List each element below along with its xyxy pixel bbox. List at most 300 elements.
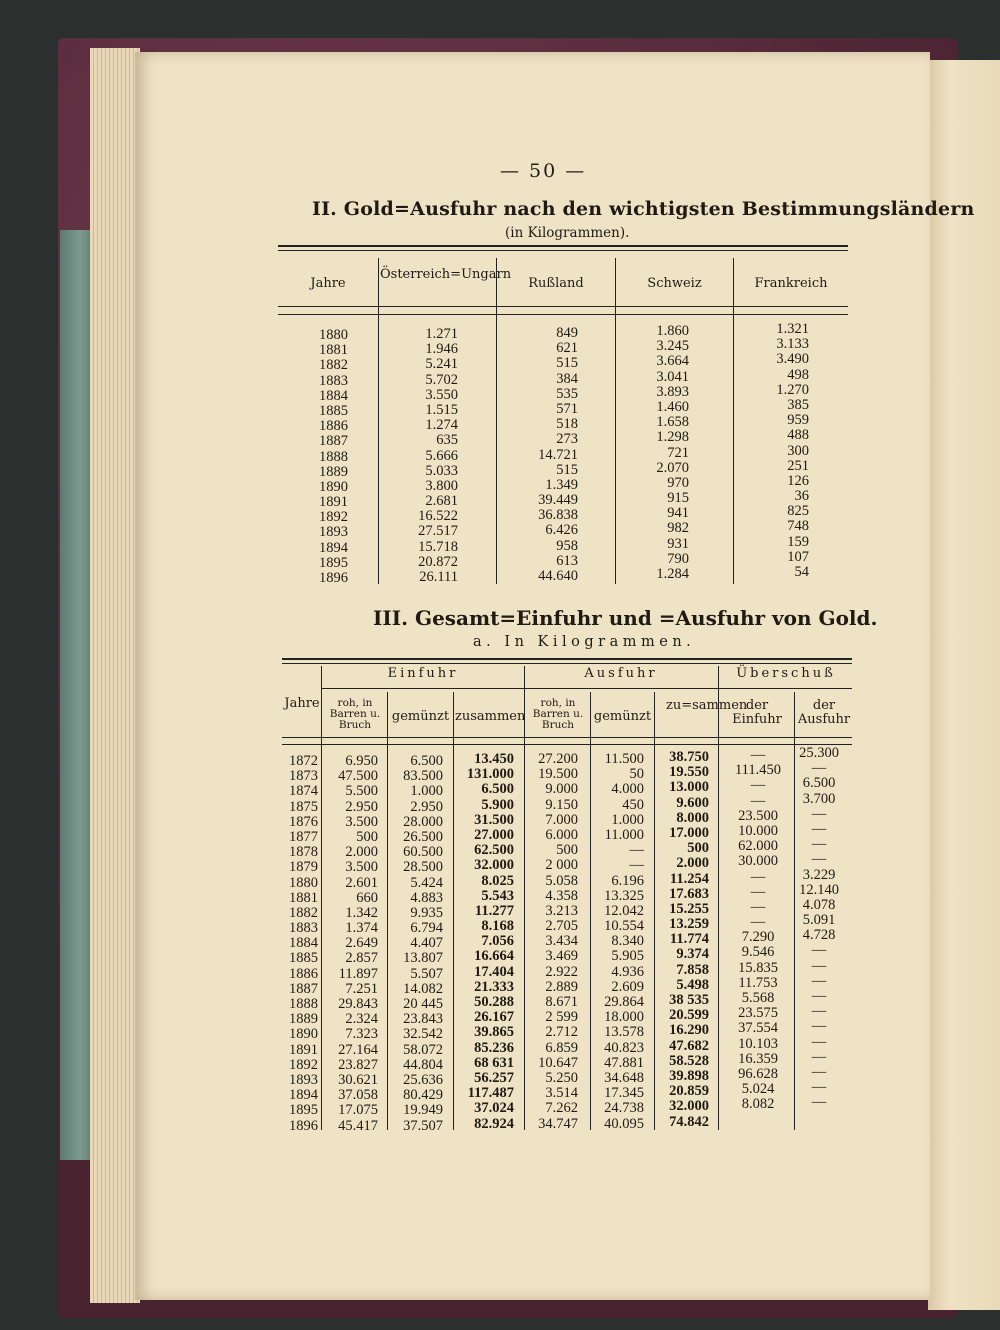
table-cell: 982 (667, 520, 689, 537)
table-cell: 1880 (319, 327, 348, 343)
table3-top-rule-thin (282, 663, 852, 664)
table-cell: 6.500 (802, 775, 836, 792)
table-cell: 1882 (289, 904, 318, 921)
table-cell: 941 (667, 505, 689, 522)
table-cell: — (811, 1079, 827, 1096)
table-cell: — (811, 957, 827, 974)
table-cell: — (750, 777, 766, 794)
table-cell: 2.601 (345, 874, 378, 891)
table-cell: 1.460 (656, 398, 689, 415)
table-cell: 1893 (289, 1071, 318, 1088)
table-cell: 6.500 (410, 753, 443, 769)
table-cell: 37.024 (474, 1100, 514, 1117)
table3-header-rule (282, 737, 852, 738)
table-cell: 6.500 (481, 781, 514, 798)
table-cell: 1.271 (425, 326, 458, 342)
table-cell: 6.794 (410, 920, 443, 937)
table-cell: 959 (787, 412, 809, 429)
table3-group-ausfuhr: Ausfuhr (584, 666, 658, 681)
table-cell: 131.000 (466, 766, 514, 783)
table-cell: 80.429 (403, 1087, 443, 1104)
table-cell: 26.500 (403, 828, 443, 845)
table-cell: 27.000 (474, 826, 514, 843)
table-cell: 19.949 (403, 1102, 443, 1119)
table-cell: 17.683 (669, 885, 709, 902)
table-cell: 9.150 (545, 796, 578, 813)
table-cell: 7.251 (345, 980, 378, 997)
table-cell: 1.000 (611, 811, 644, 828)
table-cell: 17.345 (604, 1085, 644, 1102)
table-cell: 4.407 (410, 935, 443, 952)
table-cell: 5.091 (802, 912, 836, 929)
table-cell (722, 1113, 794, 1128)
table-cell: — (750, 883, 766, 900)
table-cell: 1889 (319, 463, 348, 480)
table-cell: 3.229 (802, 866, 836, 883)
page-edges (90, 48, 140, 1303)
table-cell: 8.168 (481, 918, 514, 935)
table-cell: 8.082 (741, 1096, 775, 1113)
table-cell: 300 (787, 442, 809, 459)
table-cell: 384 (556, 370, 578, 387)
table-cell: 24.738 (604, 1100, 644, 1117)
table-cell: 27.200 (538, 751, 578, 767)
table-cell: 1884 (289, 935, 318, 952)
table-cell: 1.000 (410, 783, 443, 800)
table-cell: — (750, 868, 766, 885)
table-cell: — (811, 1033, 827, 1050)
table2-frankreich-column (735, 322, 809, 580)
table-cell: 39.865 (474, 1024, 514, 1041)
table-cell: 4.936 (611, 963, 644, 980)
table2-schweiz-column (617, 324, 689, 582)
table3-group-ueberschuss: Überschuß (736, 666, 836, 681)
table-cell: 26.167 (474, 1009, 514, 1026)
table2-top-rule (278, 245, 848, 247)
table3-divider (590, 692, 591, 1130)
table3-ueberschuss-ausfuhr-column (796, 746, 842, 1126)
table-cell: 1888 (289, 996, 318, 1012)
table-cell: 4.078 (802, 896, 836, 913)
table-cell: 1877 (289, 828, 318, 845)
table-cell: 38.750 (669, 749, 709, 765)
table3-header-der-ausfuhr: der Ausfuhr (797, 698, 851, 727)
table-cell: 1892 (289, 1056, 318, 1073)
table-cell: 5.250 (545, 1069, 578, 1086)
table-cell: 39.898 (669, 1067, 709, 1084)
table2-header-russland: Rußland (528, 276, 584, 291)
table-cell: 126 (787, 472, 809, 489)
table-cell: 1895 (319, 554, 348, 571)
table-cell: 970 (667, 474, 689, 491)
table-cell: 47.682 (669, 1037, 709, 1054)
table-cell: 15.835 (738, 959, 778, 976)
table-cell: 958 (556, 537, 578, 554)
table-cell: 1894 (289, 1087, 318, 1104)
table-cell: 13.325 (604, 887, 644, 904)
table-cell: 4.358 (545, 887, 578, 904)
table-cell: 1892 (319, 509, 348, 526)
table-cell: — (750, 898, 766, 915)
table-cell: 6.196 (611, 872, 644, 889)
table-cell: 5.900 (481, 796, 514, 813)
table-cell: 2.681 (425, 493, 458, 510)
table-cell: 16.664 (474, 948, 514, 965)
table3-header-aus-zusammen: zu=sammen (666, 698, 748, 713)
table-cell: 44.640 (538, 568, 578, 584)
table-cell: — (811, 1003, 827, 1020)
table-cell: 571 (556, 400, 578, 417)
table-cell: 849 (556, 325, 578, 341)
table-cell: 62.500 (474, 842, 514, 859)
table-cell: 1880 (289, 874, 318, 891)
table-cell: 9.374 (676, 946, 709, 963)
table-cell: 3.041 (656, 368, 689, 385)
table3-ein-zusammen-column (454, 752, 514, 1132)
table-cell: 13.578 (604, 1024, 644, 1041)
table-cell: 4.883 (410, 889, 443, 906)
table3-ein-roh-column (322, 754, 378, 1134)
table-cell: 2.324 (345, 1011, 378, 1028)
table2-divider (496, 258, 497, 584)
table-cell: 20.599 (669, 1007, 709, 1024)
table-cell: 3.133 (776, 336, 809, 353)
table-cell: 2.889 (545, 978, 578, 995)
table-cell: 20.872 (418, 553, 458, 570)
table2-divider (733, 258, 734, 584)
table-cell: 1883 (319, 372, 348, 389)
table-cell: — (750, 747, 766, 763)
table-cell: 2.922 (545, 963, 578, 980)
table-cell: 273 (556, 431, 578, 448)
table-cell: 498 (787, 366, 809, 383)
table-cell: 1890 (319, 478, 348, 495)
table3-group-rule (322, 688, 852, 689)
table-cell: 9.000 (545, 781, 578, 798)
table-cell: 11.753 (738, 974, 778, 991)
table-cell: 450 (622, 796, 644, 813)
table-cell: 85.236 (474, 1039, 514, 1056)
table-cell: 8.000 (676, 809, 709, 826)
table-cell: 488 (787, 427, 809, 444)
table-cell: 19.550 (669, 764, 709, 781)
table-cell: 16.290 (669, 1022, 709, 1039)
table-cell: 3.434 (545, 933, 578, 950)
table-cell: 1.270 (776, 381, 809, 398)
table-cell: 34.747 (538, 1115, 578, 1132)
table-cell: — (811, 760, 827, 777)
table-cell: 117.487 (467, 1085, 514, 1102)
table-cell: 5.507 (410, 965, 443, 982)
table-cell: 3.469 (545, 948, 578, 965)
table-cell: 32.000 (669, 1098, 709, 1115)
table-cell: 5.024 (741, 1081, 775, 1098)
table-cell: 635 (436, 432, 458, 449)
table-cell: 9.935 (410, 904, 443, 921)
table2-subtitle: (in Kilogrammen). (505, 225, 630, 241)
table-cell: 10.647 (538, 1054, 578, 1071)
table-cell: 9.600 (676, 794, 709, 811)
table-cell: 3.800 (425, 477, 458, 494)
table3-divider (524, 666, 525, 1130)
table3-divider (718, 666, 719, 1130)
table-cell: 96.628 (738, 1065, 778, 1082)
table-cell: 27.517 (418, 523, 458, 540)
table3-aus-roh-column (526, 752, 578, 1132)
table-cell: 3.500 (345, 859, 378, 876)
table-cell: 1891 (319, 494, 348, 511)
table-cell: 2.857 (345, 950, 378, 967)
table-cell: 2 000 (545, 857, 578, 874)
table-cell: 34.648 (604, 1069, 644, 1086)
table-cell: 40.823 (604, 1039, 644, 1056)
table-cell: 3.893 (656, 383, 689, 400)
table-cell: 5.424 (410, 874, 443, 891)
table-cell: — (811, 988, 827, 1004)
table-cell: 1875 (289, 798, 318, 815)
table-cell: 915 (667, 490, 689, 507)
table-cell (796, 1111, 842, 1126)
table3-ueberschuss-einfuhr-column (722, 748, 794, 1128)
table-cell: 15.718 (418, 538, 458, 555)
table3-top-rule (282, 658, 852, 660)
table-cell: 2.070 (656, 459, 689, 476)
table-cell: 2.705 (545, 918, 578, 935)
table3-ein-gemuenzt-column (388, 754, 443, 1134)
table-cell: 58.528 (669, 1052, 709, 1069)
table-cell: 68 631 (474, 1054, 514, 1071)
table-cell: 1.274 (425, 417, 458, 434)
table-cell: 8.671 (545, 994, 578, 1010)
table-cell: — (750, 914, 766, 931)
table2-oesterreich-column (380, 327, 458, 585)
table-cell: 4.000 (611, 781, 644, 798)
table-cell: 3.700 (802, 790, 836, 807)
table3-aus-gemuenzt-column (592, 752, 644, 1132)
table-cell: 83.500 (403, 768, 443, 785)
table-cell: 29.864 (604, 994, 644, 1010)
table-cell: 1.284 (656, 566, 689, 582)
table2-russland-column (498, 326, 578, 584)
table-cell: 6.859 (545, 1039, 578, 1056)
table-cell: — (750, 792, 766, 809)
table-cell: — (629, 842, 644, 859)
table-cell: 1896 (289, 1117, 318, 1134)
table-cell: 1.342 (345, 904, 378, 921)
table-cell: 12.042 (604, 902, 644, 919)
table-cell: 2.000 (676, 855, 709, 872)
table-cell: 2.609 (611, 978, 644, 995)
table-cell: 1.946 (425, 341, 458, 358)
table-cell: 26.111 (419, 569, 458, 585)
table-cell: 1.298 (656, 429, 689, 446)
table-cell: 11.774 (669, 931, 709, 948)
table-cell: 1.658 (656, 414, 689, 431)
table-cell: 23.575 (738, 1005, 778, 1022)
table-cell: — (811, 1063, 827, 1080)
table-cell: 10.554 (604, 918, 644, 935)
table3-header-aus-roh: roh, in Barren u. Bruch (532, 697, 584, 731)
table-cell: 660 (356, 889, 378, 906)
table-cell: 1887 (289, 980, 318, 997)
table-cell: 3.550 (425, 386, 458, 403)
table3-subtitle: a. In Kilogrammen. (473, 634, 696, 650)
table-cell: 9.546 (741, 944, 775, 961)
table-cell: 1882 (319, 357, 348, 374)
table2-header-frankreich: Frankreich (754, 276, 828, 291)
table-cell: 47.500 (338, 768, 378, 785)
table-cell: 5.568 (741, 990, 775, 1006)
table-cell: 1895 (289, 1102, 318, 1119)
table3-divider (654, 692, 655, 1130)
table-cell: 74.842 (669, 1113, 709, 1130)
table-cell: 82.924 (474, 1115, 514, 1132)
table-cell: 28.000 (403, 813, 443, 830)
table-cell: 1885 (289, 950, 318, 967)
table-cell: 36.838 (538, 507, 578, 524)
table3-header-ein-roh: roh, in Barren u. Bruch (329, 697, 381, 731)
table-cell: 1873 (289, 768, 318, 785)
table-cell: 5.905 (611, 948, 644, 965)
table-cell: 1884 (319, 387, 348, 404)
table-cell: 11.000 (604, 826, 644, 843)
table-cell: 50.288 (474, 994, 514, 1010)
table-cell: 1874 (289, 783, 318, 800)
table-cell: 1.374 (345, 920, 378, 937)
table-cell: 3.500 (345, 813, 378, 830)
table3-group-einfuhr: Einfuhr (387, 666, 459, 681)
table-cell: 1889 (289, 1011, 318, 1028)
table-cell: 40.095 (604, 1115, 644, 1132)
table-cell: 7.290 (741, 929, 775, 946)
table-cell: 7.056 (481, 933, 514, 950)
table-cell: 56.257 (474, 1069, 514, 1086)
table-cell: — (811, 836, 827, 853)
table-cell: 1883 (289, 920, 318, 937)
table3-header-ein-gemuenzt: gemünzt (391, 709, 450, 724)
table-cell: 4.728 (802, 927, 836, 944)
right-page-edge (928, 60, 1000, 1310)
table-cell: 5.666 (425, 447, 458, 464)
table-cell: 36 (794, 488, 809, 505)
table-cell: 32.542 (403, 1026, 443, 1043)
table-cell: 3.490 (776, 351, 809, 368)
table-cell: 12.140 (799, 881, 839, 898)
table3-years-column (276, 754, 318, 1134)
table-cell: 30.621 (338, 1071, 378, 1088)
table2-title: II. Gold=Ausfuhr nach den wichtigsten Bestimmungsländern (312, 198, 975, 220)
table-cell: 39.449 (538, 492, 578, 509)
table-cell: 748 (787, 518, 809, 535)
table-cell: 1886 (289, 965, 318, 982)
table-cell: 1879 (289, 859, 318, 876)
table-cell: 16.522 (418, 508, 458, 525)
table-cell: 19.500 (538, 766, 578, 783)
table-cell: 54 (794, 564, 809, 580)
table-cell: 1891 (289, 1041, 318, 1058)
table-cell: 3.514 (545, 1085, 578, 1102)
table2-header-schweiz: Schweiz (647, 276, 702, 291)
table-cell: 721 (667, 444, 689, 461)
table-cell: 1.349 (545, 476, 578, 493)
table-cell: 5.498 (676, 976, 709, 993)
table-cell: 44.804 (403, 1056, 443, 1073)
table-cell: 3.664 (656, 353, 689, 370)
table-cell: 1896 (319, 570, 348, 586)
table-cell: 790 (667, 550, 689, 567)
table-cell: 13.450 (474, 751, 514, 767)
table-cell: 60.500 (403, 844, 443, 861)
table-cell: 5.500 (345, 783, 378, 800)
table-cell: 5.058 (545, 872, 578, 889)
table-cell: 5.241 (425, 356, 458, 373)
table-cell: 7.858 (676, 961, 709, 978)
table-cell: 29.843 (338, 996, 378, 1012)
table-cell: — (811, 1018, 827, 1035)
table-cell: 8.025 (481, 872, 514, 889)
table-cell: 6.000 (545, 826, 578, 843)
table-cell: 1886 (319, 418, 348, 435)
table-cell: 45.417 (338, 1117, 378, 1134)
table2-header-oesterreich: Österreich=Ungarn (380, 267, 512, 282)
table-cell: 11.277 (474, 902, 514, 919)
table-cell: 31.500 (474, 811, 514, 828)
table-cell: 2.950 (410, 798, 443, 815)
table2-divider (378, 258, 379, 584)
table-cell: 1888 (319, 448, 348, 465)
table-cell: 3.245 (656, 338, 689, 355)
table-cell: 385 (787, 396, 809, 413)
table-cell: 11.897 (338, 965, 378, 982)
table-cell: 18.000 (604, 1009, 644, 1026)
table3-title: III. Gesamt=Einfuhr und =Ausfuhr von Gold. (373, 606, 878, 630)
table3-header-rule-2 (282, 744, 852, 745)
table-cell: 37.058 (338, 1087, 378, 1104)
table-cell: 7.000 (545, 811, 578, 828)
table-cell: 13.259 (669, 916, 709, 933)
table-cell: 1881 (319, 342, 348, 359)
table-cell: 1890 (289, 1026, 318, 1043)
table-cell: 7.262 (545, 1100, 578, 1117)
table-cell: 32.000 (474, 857, 514, 874)
table-cell: 5.543 (481, 887, 514, 904)
table-cell: 25.636 (403, 1071, 443, 1088)
table-cell: 23.843 (403, 1011, 443, 1028)
table3-header-der-einfuhr: der Einfuhr (732, 698, 782, 727)
table-cell: 8.340 (611, 933, 644, 950)
table-cell: 500 (687, 840, 709, 857)
table-cell: 28.500 (403, 859, 443, 876)
table3-header-aus-gemuenzt: gemünzt (593, 709, 652, 724)
table-cell: 21.333 (474, 978, 514, 995)
table-cell: 23.827 (338, 1056, 378, 1073)
table-cell: 1878 (289, 844, 318, 861)
table2-header-jahre: Jahre (310, 276, 346, 291)
table2-header-rule (278, 306, 848, 307)
table3-header-jahre: Jahre (284, 696, 320, 711)
table-cell: 13.807 (403, 950, 443, 967)
table-cell: 11.500 (604, 751, 644, 767)
page-number: — 50 — (500, 160, 587, 182)
table-cell: — (811, 972, 827, 989)
table-cell: 47.881 (604, 1054, 644, 1071)
table2-years-column (300, 328, 348, 586)
table-cell: 14.721 (538, 446, 578, 463)
table-cell: 613 (556, 552, 578, 569)
table-cell: 159 (787, 533, 809, 550)
table-cell: 10.000 (738, 822, 778, 839)
table-cell: 23.500 (738, 807, 778, 824)
